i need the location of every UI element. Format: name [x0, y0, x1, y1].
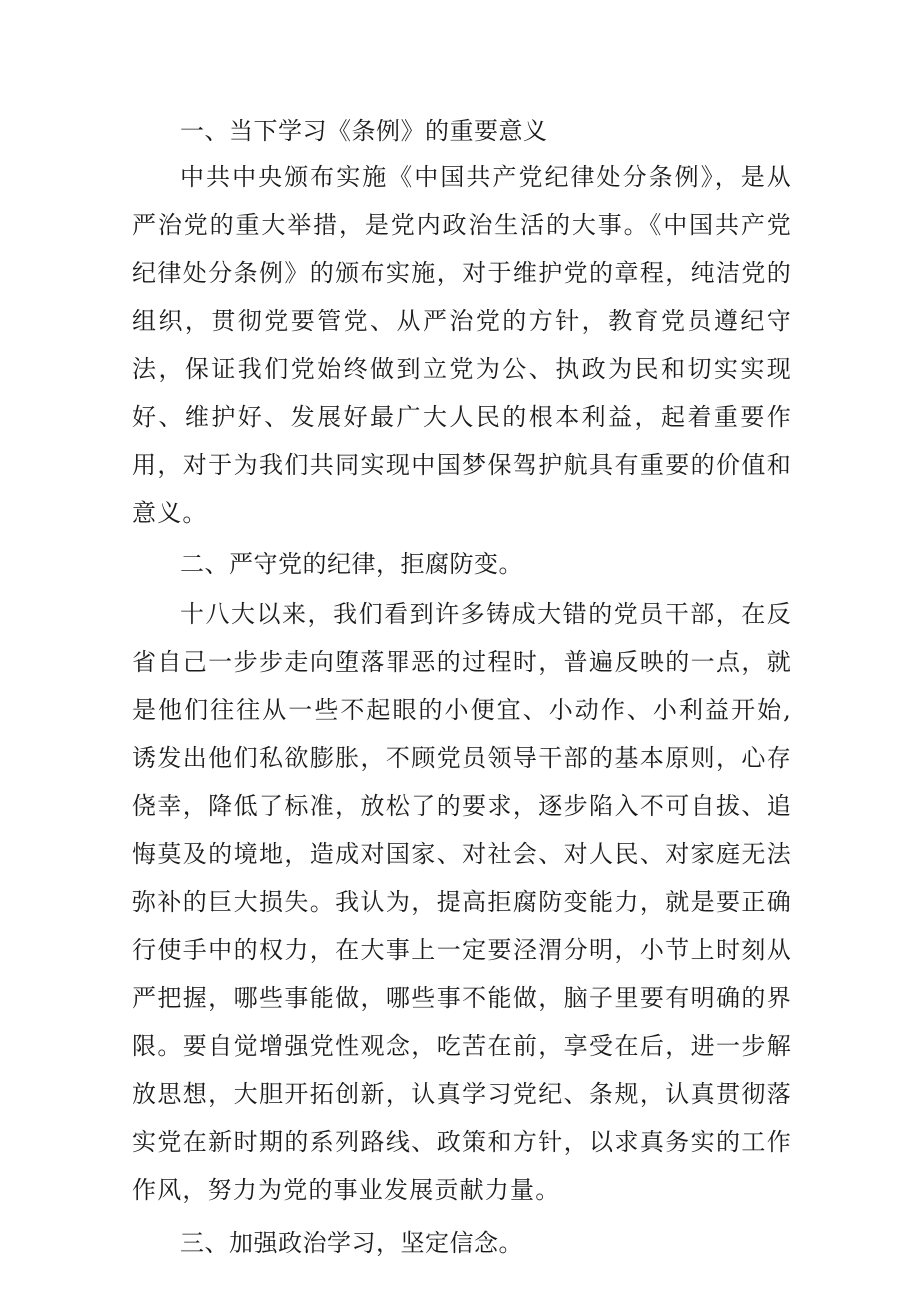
document-body [132, 110, 792, 1265]
section-heading-3: 三、加强政治学习，坚定信念。 [180, 1229, 523, 1257]
section-heading-1: 一、当下学习《条例》的重要意义 [180, 117, 548, 145]
section-paragraph-1: 中共中央颁布实施《中国共产党纪律处分条例》，是从严治党的重大举措，是党内政治生活的大事。《中国共产党纪律处分条例》的颁布实施，对于维护党的章程，纯洁党的组织，贯彻党要管党、从严治党的方针，教育党员遵纪守法，保证我们党始终做到立党为公、执政为民和切实实现好、维护好、发展好最广大人民的根本利益，起着重要作用，对于为我们共同实现中国梦保驾护航具有重要的价值和意义。 [132, 163, 792, 527]
section-heading-2: 二、严守党的纪律，拒腐防变。 [180, 550, 523, 578]
section-paragraph-2: 十八大以来，我们看到许多铸成大错的党员干部，在反省自己一步步走向堕落罪恶的过程时，普遍反映的一点，就是他们往往从一些不起眼的小便宜、小动作、小利益开始,诱发出他们私欲膨胀，不顾党员领导干部的基本原则，心存侥幸，降低了标准，放松了的要求，逐步陷入不可自拔、追悔莫及的境地，造成对国家、对社会、对人民、对家庭无法弥补的巨大损失。我认为，提高拒腐防变能力，就是要正确行使手中的权力，在大事上一定要泾渭分明，小节上时刻从严把握，哪些事能做，哪些事不能做，脑子里要有明确的界限。要自觉增强党性观念，吃苦在前，享受在后，进一步解放思想，大胆开拓创新，认真学习党纪、条规，认真贯彻落实党在新时期的系列路线、政策和方针，以求真务实的工作作风，努力为党的事业发展贡献力量。 [132, 600, 792, 1204]
